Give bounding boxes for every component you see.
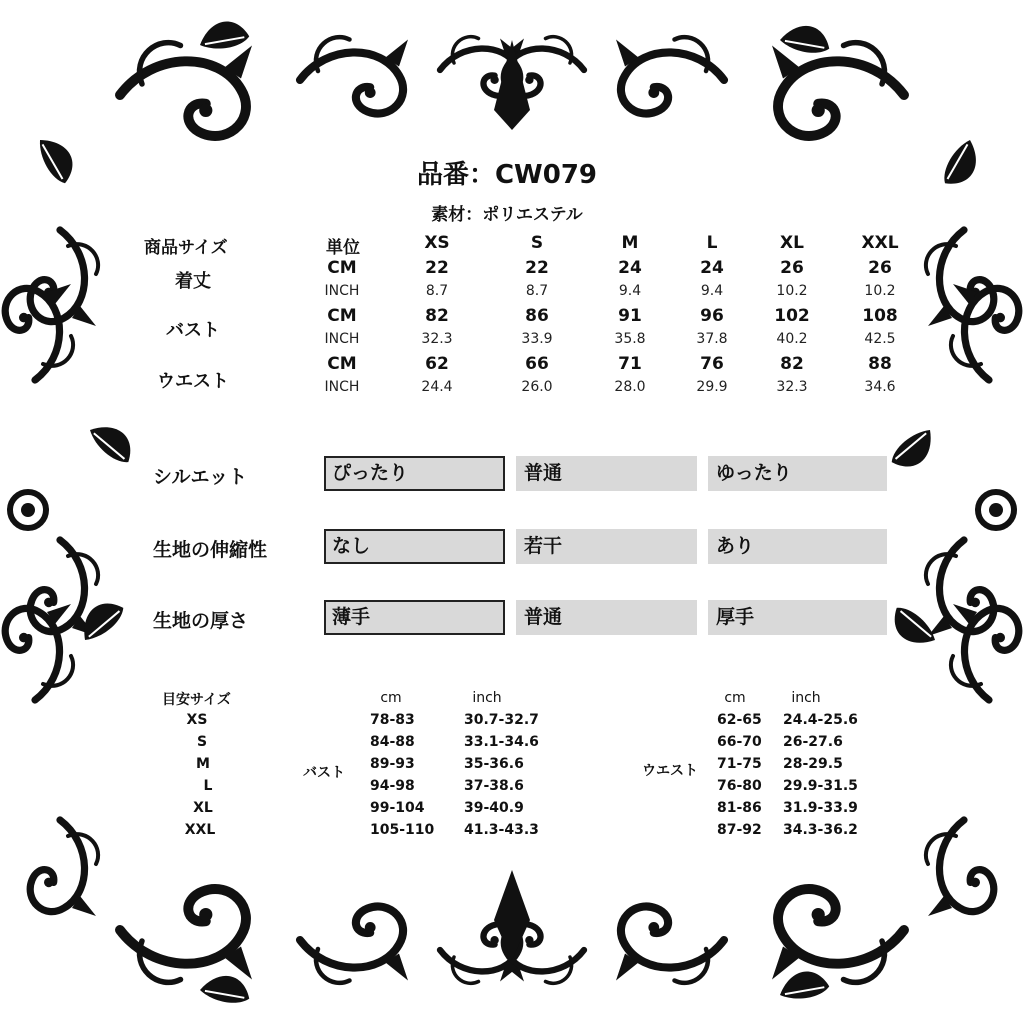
guide-cm-value: 78-83 — [370, 712, 415, 728]
guide-inch-value: 28-29.5 — [783, 756, 843, 772]
guide-inch-value: 34.3-36.2 — [783, 822, 858, 838]
row-label: ウエスト — [157, 371, 229, 392]
size-header: XS — [424, 233, 450, 253]
guide-cm-header: cm — [380, 690, 402, 706]
cm-value: 82 — [780, 354, 804, 374]
guide-waist-label: ウエスト — [642, 763, 698, 779]
cm-value: 88 — [868, 354, 892, 374]
cm-value: 22 — [425, 258, 449, 278]
guide-inch-value: 31.9-33.9 — [783, 800, 858, 816]
guide-inch-value: 24.4-25.6 — [783, 712, 858, 728]
cm-value: 108 — [862, 306, 898, 326]
guide-title: 目安サイズ — [162, 692, 231, 708]
inch-value: 10.2 — [864, 283, 896, 299]
guide-size-label: L — [203, 778, 213, 794]
product-code: 品番：CW079 — [416, 160, 598, 190]
material-label: 素材：ポリエステル — [431, 205, 583, 225]
option-box: 普通 — [516, 600, 697, 635]
cm-value: 71 — [618, 354, 642, 374]
guide-inch-value: 35-36.6 — [464, 756, 524, 772]
unit-cm: CM — [327, 258, 357, 278]
cm-value: 24 — [618, 258, 642, 278]
option-box-selected: 薄手 — [324, 600, 505, 635]
guide-cm-value: 89-93 — [370, 756, 415, 772]
option-box: あり — [708, 529, 887, 564]
cm-value: 82 — [425, 306, 449, 326]
guide-cm-header: cm — [724, 690, 746, 706]
guide-cm-value: 105-110 — [370, 822, 435, 838]
guide-cm-value: 76-80 — [717, 778, 762, 794]
inch-value: 42.5 — [864, 331, 896, 347]
option-box-selected: なし — [324, 529, 505, 564]
inch-value: 29.9 — [696, 379, 728, 395]
inch-value: 32.3 — [776, 379, 808, 395]
inch-value: 8.7 — [425, 283, 449, 299]
option-box: 厚手 — [708, 600, 887, 635]
inch-value: 33.9 — [521, 331, 553, 347]
guide-inch-value: 33.1-34.6 — [464, 734, 539, 750]
cm-value: 91 — [618, 306, 642, 326]
row-label: 着丈 — [175, 271, 211, 292]
size-header: XXL — [861, 233, 899, 253]
size-header: S — [530, 233, 544, 253]
inch-value: 9.4 — [700, 283, 724, 299]
guide-cm-value: 71-75 — [717, 756, 762, 772]
guide-size-label: XS — [186, 712, 208, 728]
guide-inch-value: 29.9-31.5 — [783, 778, 858, 794]
inch-value: 28.0 — [614, 379, 646, 395]
cm-value: 86 — [525, 306, 549, 326]
inch-value: 24.4 — [421, 379, 453, 395]
size-header: M — [621, 233, 639, 253]
unit-header: 単位 — [326, 238, 360, 258]
cm-value: 96 — [700, 306, 724, 326]
cm-value: 76 — [700, 354, 724, 374]
guide-cm-value: 94-98 — [370, 778, 415, 794]
inch-value: 35.8 — [614, 331, 646, 347]
cm-value: 66 — [525, 354, 549, 374]
option-box: ゆったり — [708, 456, 887, 491]
guide-size-label: S — [196, 734, 208, 750]
guide-cm-value: 99-104 — [370, 800, 425, 816]
attribute-label: シルエット — [153, 466, 248, 488]
row-label: バスト — [166, 320, 220, 341]
inch-value: 34.6 — [864, 379, 896, 395]
size-header: L — [706, 233, 718, 253]
option-box-selected: ぴったり — [324, 456, 505, 491]
guide-inch-value: 26-27.6 — [783, 734, 843, 750]
inch-value: 32.3 — [421, 331, 453, 347]
size-header: XL — [780, 233, 804, 253]
attribute-label: 生地の厚さ — [153, 610, 249, 632]
guide-size-label: M — [196, 756, 210, 772]
guide-inch-value: 37-38.6 — [464, 778, 524, 794]
guide-inch-value: 41.3-43.3 — [464, 822, 539, 838]
guide-bust-label: バスト — [303, 765, 345, 781]
option-box: 普通 — [516, 456, 697, 491]
cm-value: 26 — [868, 258, 892, 278]
guide-cm-value: 84-88 — [370, 734, 415, 750]
cm-value: 102 — [774, 306, 810, 326]
guide-cm-value: 87-92 — [717, 822, 762, 838]
guide-inch-value: 39-40.9 — [464, 800, 524, 816]
guide-inch-header: inch — [791, 690, 821, 706]
inch-value: 26.0 — [521, 379, 553, 395]
cm-value: 24 — [700, 258, 724, 278]
attribute-label: 生地の伸縮性 — [153, 539, 268, 561]
inch-value: 10.2 — [776, 283, 808, 299]
unit-inch: INCH — [324, 379, 360, 395]
inch-value: 37.8 — [696, 331, 728, 347]
guide-size-label: XL — [193, 800, 213, 816]
unit-inch: INCH — [324, 283, 360, 299]
guide-inch-value: 30.7-32.7 — [464, 712, 539, 728]
cm-value: 26 — [780, 258, 804, 278]
cm-value: 22 — [525, 258, 549, 278]
inch-value: 8.7 — [525, 283, 549, 299]
size-table-corner-label: 商品サイズ — [144, 238, 228, 258]
inch-value: 9.4 — [618, 283, 642, 299]
inch-value: 40.2 — [776, 331, 808, 347]
guide-inch-header: inch — [472, 690, 502, 706]
guide-cm-value: 81-86 — [717, 800, 762, 816]
guide-size-label: XXL — [184, 822, 216, 838]
unit-cm: CM — [327, 306, 357, 326]
option-box: 若干 — [516, 529, 697, 564]
cm-value: 62 — [425, 354, 449, 374]
unit-cm: CM — [327, 354, 357, 374]
unit-inch: INCH — [324, 331, 360, 347]
guide-cm-value: 62-65 — [717, 712, 762, 728]
guide-cm-value: 66-70 — [717, 734, 762, 750]
